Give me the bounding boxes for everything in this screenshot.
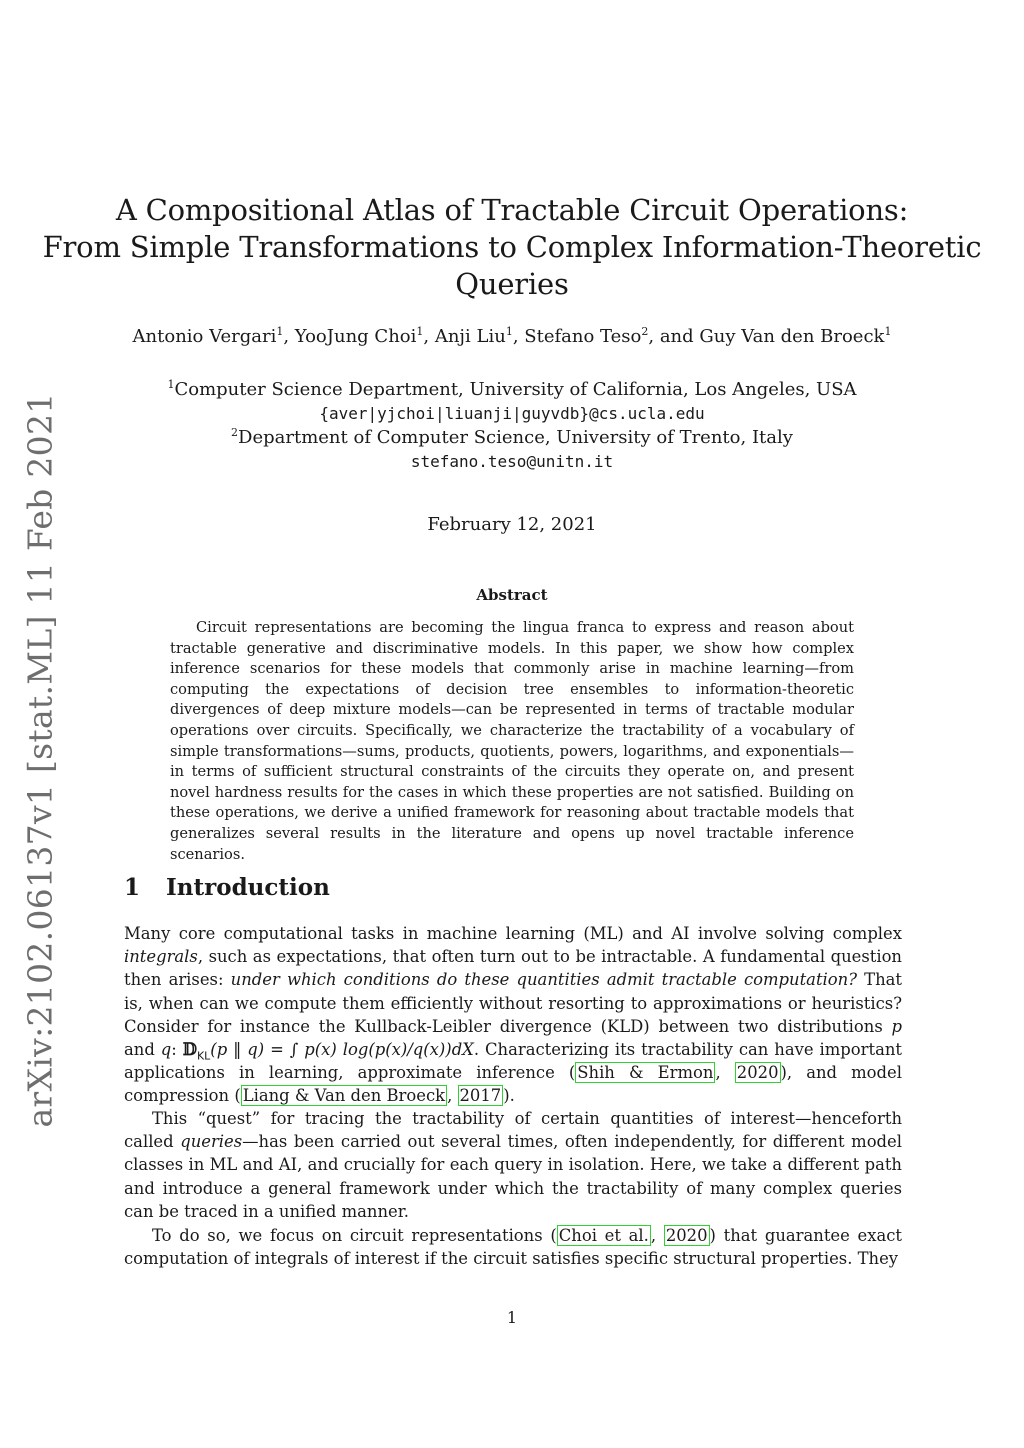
- arxiv-stamp: [8, 392, 72, 1128]
- author: Antonio Vergari$^1$: [132, 325, 284, 347]
- title-line-3: Queries: [455, 267, 569, 301]
- title-line-2: From Simple Transformations to Complex Information-Theoretic: [42, 230, 982, 264]
- kld-formula: (p ‖ q) = ∫ p(x) log(p(x)/q(x))dX: [210, 1040, 474, 1060]
- citation-year-link[interactable]: 2017: [459, 1086, 502, 1106]
- author: Anji Liu$^1$: [434, 325, 513, 347]
- citation-link[interactable]: Choi et al.: [558, 1226, 649, 1245]
- page-number: 1: [506, 1308, 518, 1327]
- email-ucla[interactable]: {aver|yjchoi|liuanji|guyvdb}@cs.ucla.edu: [319, 404, 705, 423]
- paragraph-2: This “quest” for tracing the tractability of certain quantities of interest—henceforth called queries—has been carried out several times, often independently, for different model classes in ML and AI, and crucially for each query in isolation. Here, we take a different path and introduce a general framework under which the tractability of many complex queries can be traced in a unified manner.: [124, 1109, 902, 1221]
- paragraph-3: To do so, we focus on circuit representations ( Choi et al. , 2020 ) that guarantee exact computation of integrals of interest if the circuit satisfies specific structural properties. They: [124, 1226, 903, 1269]
- section-heading: [124, 874, 330, 901]
- citation-link[interactable]: Shih & Ermon: [577, 1063, 714, 1083]
- citation-year-link[interactable]: 2020: [665, 1226, 708, 1245]
- abstract-text: Circuit representations are becoming the lingua franca to express and reason about tractable generative and discriminative models. In this paper, we show how complex inference scenarios for these models that commonly arise in machine learning—from computing the expectations of decision tree ensembles to information-theoretic divergences of deep mixture models—can be represented in terms of tractable modular operations over circuits. Specifically, we characterize the tractability of a vocabulary of simple transformations—sums, products, quotients, powers, logarithms, and exponentials—in terms of sufficient structural constraints of the circuits they operate on, and present novel hardness results for the cases in which these properties are not satisfied. Building on these operations, we derive a unified framework for reasoning about tractable models that generalizes several results in the literature and opens up novel tractable inference scenarios.: [170, 619, 854, 863]
- affiliations: [0, 378, 1024, 474]
- citation-link[interactable]: Liang & Van den Broeck: [242, 1086, 446, 1106]
- author-list: Antonio Vergari$^1$, YooJung Choi$^1$, Anji Liu$^1$, Stefano Teso$^2$, and Guy Van den Broeck$^1$: [132, 325, 892, 347]
- author: Stefano Teso$^2$: [524, 325, 649, 347]
- kld-symbol: 𝔻: [182, 1040, 197, 1060]
- arxiv-stamp-text: arXiv:2102.06137v1 [stat.ML] 11 Feb 2021: [20, 392, 60, 1128]
- citation-year-link[interactable]: 2020: [736, 1063, 779, 1083]
- email-trento[interactable]: stefano.teso@unitn.it: [410, 452, 614, 471]
- paper-title: [0, 192, 1024, 303]
- section-title: Introduction: [166, 874, 330, 901]
- affiliation-1: $^1$Computer Science Department, University of California, Los Angeles, USA: [167, 378, 857, 400]
- author: YooJung Choi$^1$: [294, 325, 424, 347]
- date: February 12, 2021: [427, 514, 597, 535]
- affiliation-2: $^2$Department of Computer Science, University of Trento, Italy: [231, 426, 793, 448]
- section-number: 1: [124, 874, 141, 901]
- abstract-heading: Abstract: [476, 586, 548, 604]
- paragraph-1: Many core computational tasks in machine learning (ML) and AI involve solving complex integrals, such as expectations, that often turn out to be intractable. A fundamental question then arises: under which conditions do these quantities admit tractable computation? That is, when can we compute them efficiently without resorting to approximations or heuristics? Consider for instance the Kullback-Leibler divergence (KLD) between two distributions p and q: 𝔻$_{KL}$(p ‖ q) = ∫ p(x) log(p(x)/q(x))dX. Characterizing its tractability can have important applications in learning, approximate inference ( Shih & Ermon , 2020 ), and model compression ( Liang & Van den Broeck , 2017 ).: [124, 924, 903, 1106]
- author: Guy Van den Broeck$^1$: [699, 325, 892, 347]
- title-line-1: A Compositional Atlas of Tractable Circuit Operations:: [115, 193, 909, 227]
